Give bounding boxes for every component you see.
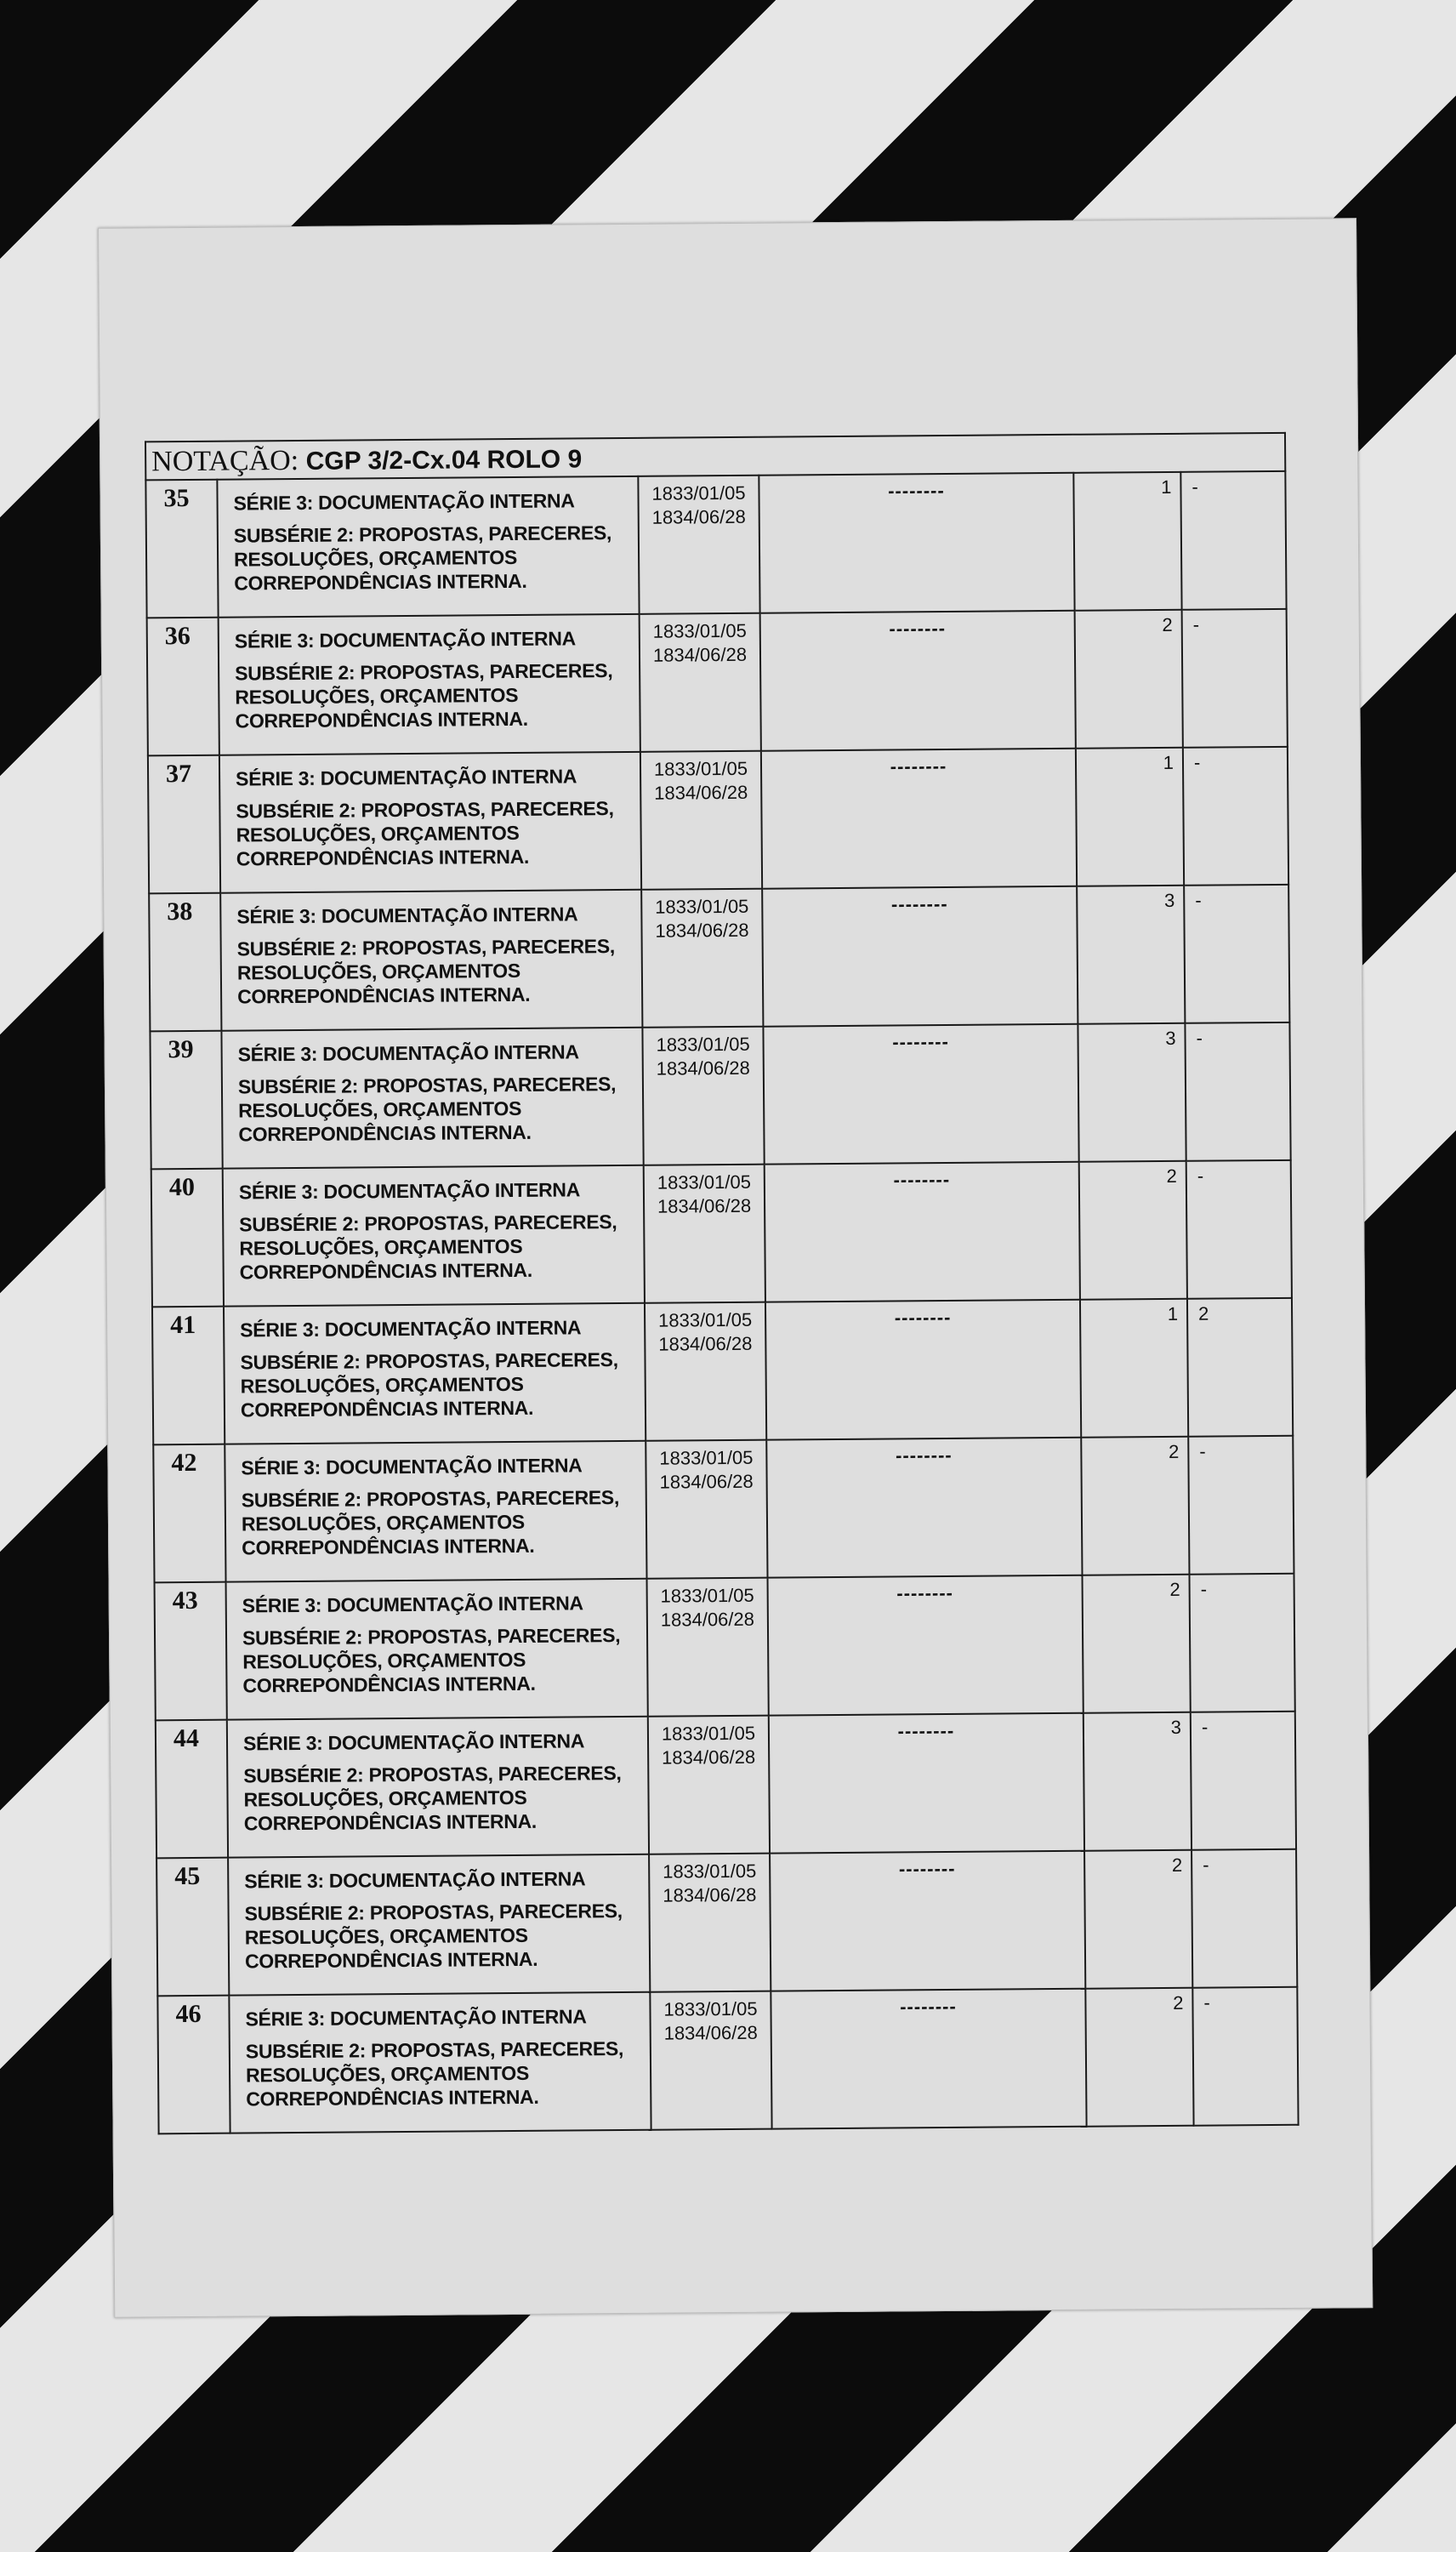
table-row — [153, 1436, 1294, 1583]
row-dates — [640, 751, 762, 890]
row-dates — [645, 1302, 766, 1441]
row-dates — [647, 1578, 769, 1717]
subserie-line-2: RESOLUÇÕES, ORÇAMENTOS — [238, 1097, 522, 1122]
subserie-line-3: CORREPONDÊNCIAS INTERNA. — [237, 983, 531, 1008]
row-quantity-1: 2 — [1084, 1850, 1192, 1989]
subserie-line-1: SUBSÉRIE 2: PROPOSTAS, PARECERES, — [242, 1624, 621, 1649]
row-dates — [646, 1440, 767, 1579]
date-start: 1833/01/05 — [661, 1722, 756, 1745]
row-observation: -------- — [765, 1162, 1080, 1302]
document-sheet — [98, 218, 1373, 2318]
date-start: 1833/01/05 — [659, 1446, 754, 1469]
date-start: 1833/01/05 — [652, 619, 747, 642]
subserie-line-2: RESOLUÇÕES, ORÇAMENTOS — [241, 1510, 525, 1535]
subserie-line-2: RESOLUÇÕES, ORÇAMENTOS — [240, 1372, 524, 1398]
row-dates — [644, 1165, 765, 1303]
date-end: 1834/06/28 — [656, 1057, 750, 1079]
row-dates — [640, 613, 761, 752]
date-end: 1834/06/28 — [658, 1332, 753, 1355]
row-quantity-2: 2 — [1187, 1298, 1293, 1437]
row-observation: -------- — [768, 1575, 1083, 1716]
row-dates — [650, 1991, 771, 2130]
row-dates — [648, 1716, 770, 1854]
row-dates — [641, 889, 763, 1028]
date-start: 1833/01/05 — [663, 1860, 757, 1883]
date-end: 1834/06/28 — [660, 1608, 755, 1631]
row-quantity-2: - — [1188, 1436, 1294, 1575]
serie-text: SÉRIE 3: DOCUMENTAÇÃO INTERNA — [233, 489, 575, 515]
serie-text: SÉRIE 3: DOCUMENTAÇÃO INTERNA — [238, 1178, 581, 1204]
subserie-line-3: CORREPONDÊNCIAS INTERNA. — [236, 845, 530, 870]
subserie-line-2: RESOLUÇÕES, ORÇAMENTOS — [236, 959, 520, 984]
subserie-line-2: RESOLUÇÕES, ORÇAMENTOS — [245, 2061, 530, 2087]
row-number: 43 — [155, 1582, 227, 1721]
row-quantity-1: 3 — [1077, 886, 1185, 1024]
row-quantity-1: 1 — [1080, 1299, 1188, 1438]
subserie-line-1: SUBSÉRIE 2: PROPOSTAS, PARECERES, — [243, 1762, 622, 1787]
subserie-line-3: CORREPONDÊNCIAS INTERNA. — [234, 569, 527, 595]
row-quantity-1: 2 — [1082, 1575, 1190, 1713]
row-observation: -------- — [771, 1989, 1086, 2129]
subserie-line-2: RESOLUÇÕES, ORÇAMENTOS — [236, 821, 520, 846]
row-quantity-2: - — [1182, 609, 1288, 748]
row-number: 42 — [153, 1444, 225, 1583]
table-row — [156, 1849, 1297, 1997]
date-end: 1834/06/28 — [663, 2021, 758, 2044]
row-number: 41 — [152, 1307, 225, 1445]
row-number: 37 — [148, 755, 220, 894]
row-description — [220, 890, 642, 1031]
subserie-line-3: CORREPONDÊNCIAS INTERNA. — [242, 1672, 536, 1697]
row-number: 46 — [157, 1996, 230, 2134]
row-quantity-1: 3 — [1083, 1712, 1192, 1851]
row-dates — [642, 1027, 764, 1165]
row-observation: -------- — [766, 1438, 1082, 1578]
table-row — [145, 471, 1286, 618]
row-quantity-2: - — [1186, 1160, 1292, 1299]
date-end: 1834/06/28 — [654, 781, 748, 804]
serie-text: SÉRIE 3: DOCUMENTAÇÃO INTERNA — [236, 903, 578, 928]
serie-text: SÉRIE 3: DOCUMENTAÇÃO INTERNA — [234, 627, 576, 652]
subserie-line-1: SUBSÉRIE 2: PROPOSTAS, PARECERES, — [241, 1486, 620, 1512]
row-description — [226, 1579, 648, 1720]
serie-text: SÉRIE 3: DOCUMENTAÇÃO INTERNA — [240, 1316, 582, 1342]
subserie-line-3: CORREPONDÊNCIAS INTERNA. — [238, 1120, 532, 1146]
subserie-line-3: CORREPONDÊNCIAS INTERNA. — [242, 1534, 535, 1559]
row-number: 36 — [147, 618, 219, 756]
subserie-line-1: SUBSÉRIE 2: PROPOSTAS, PARECERES, — [245, 2037, 624, 2063]
row-quantity-2: - — [1189, 1574, 1294, 1712]
row-description — [227, 1717, 649, 1858]
subserie-line-3: CORREPONDÊNCIAS INTERNA. — [240, 1396, 534, 1421]
subserie-line-2: RESOLUÇÕES, ORÇAMENTOS — [242, 1648, 526, 1673]
row-quantity-1: 1 — [1076, 748, 1184, 886]
date-start: 1833/01/05 — [657, 1171, 751, 1193]
row-quantity-2: - — [1184, 885, 1289, 1023]
row-observation: -------- — [762, 886, 1078, 1027]
row-number: 45 — [156, 1858, 229, 1997]
row-number: 40 — [151, 1169, 224, 1307]
date-end: 1834/06/28 — [651, 505, 746, 528]
row-description — [219, 752, 641, 893]
table-row — [148, 747, 1288, 894]
serie-text: SÉRIE 3: DOCUMENTAÇÃO INTERNA — [236, 765, 577, 790]
row-quantity-1: 3 — [1078, 1023, 1186, 1162]
date-end: 1834/06/28 — [652, 643, 748, 666]
row-number: 44 — [156, 1720, 228, 1859]
row-observation: -------- — [763, 1024, 1078, 1165]
table-row — [151, 1160, 1292, 1307]
row-description — [223, 1165, 645, 1307]
serie-text: SÉRIE 3: DOCUMENTAÇÃO INTERNA — [237, 1040, 579, 1066]
date-end: 1834/06/28 — [655, 919, 749, 942]
subserie-line-1: SUBSÉRIE 2: PROPOSTAS, PARECERES, — [236, 797, 614, 823]
subserie-line-2: RESOLUÇÕES, ORÇAMENTOS — [233, 545, 518, 571]
date-end: 1834/06/28 — [659, 1470, 754, 1493]
row-quantity-1: 2 — [1081, 1437, 1189, 1575]
row-quantity-2: - — [1192, 1987, 1298, 2126]
subserie-line-3: CORREPONDÊNCIAS INTERNA. — [235, 707, 528, 732]
table-row — [155, 1574, 1295, 1721]
date-start: 1833/01/05 — [653, 757, 748, 780]
subserie-line-3: CORREPONDÊNCIAS INTERNA. — [243, 1809, 537, 1835]
serie-text: SÉRIE 3: DOCUMENTAÇÃO INTERNA — [241, 1454, 583, 1479]
table-row — [147, 609, 1288, 756]
row-quantity-2: - — [1183, 747, 1288, 886]
serie-text: SÉRIE 3: DOCUMENTAÇÃO INTERNA — [242, 1729, 585, 1755]
date-start: 1833/01/05 — [651, 481, 746, 504]
row-observation: -------- — [769, 1713, 1084, 1854]
date-start: 1833/01/05 — [663, 1997, 758, 2020]
date-start: 1833/01/05 — [657, 1308, 753, 1331]
row-description — [217, 476, 639, 618]
subserie-line-1: SUBSÉRIE 2: PROPOSTAS, PARECERES, — [235, 659, 613, 685]
row-description — [219, 614, 640, 755]
subserie-line-2: RESOLUÇÕES, ORÇAMENTOS — [244, 1923, 528, 1949]
row-observation: -------- — [770, 1851, 1085, 1991]
subserie-line-1: SUBSÉRIE 2: PROPOSTAS, PARECERES, — [233, 521, 612, 547]
date-end: 1834/06/28 — [663, 1883, 757, 1906]
serie-text: SÉRIE 3: DOCUMENTAÇÃO INTERNA — [245, 2005, 587, 2031]
row-quantity-2: - — [1180, 471, 1286, 610]
row-number: 35 — [145, 480, 218, 618]
table-row — [149, 885, 1289, 1032]
row-observation: -------- — [759, 473, 1074, 613]
notacao-value: CGP 3/2-Cx.04 ROLO 9 — [305, 445, 583, 476]
serie-text: SÉRIE 3: DOCUMENTAÇÃO INTERNA — [242, 1592, 583, 1617]
subserie-line-2: RESOLUÇÕES, ORÇAMENTOS — [243, 1786, 527, 1811]
date-end: 1834/06/28 — [657, 1194, 752, 1217]
subserie-line-3: CORREPONDÊNCIAS INTERNA. — [244, 1947, 538, 1973]
row-observation: -------- — [765, 1300, 1081, 1440]
row-quantity-2: - — [1192, 1849, 1297, 1988]
notacao-label: NOTAÇÃO: — [151, 444, 299, 478]
row-quantity-1: 1 — [1073, 472, 1181, 611]
subserie-line-3: CORREPONDÊNCIAS INTERNA. — [246, 2085, 539, 2111]
row-dates — [649, 1854, 771, 1992]
row-quantity-1: 2 — [1079, 1161, 1187, 1300]
row-description — [228, 1854, 650, 1996]
date-start: 1833/01/05 — [656, 1033, 750, 1056]
row-description — [224, 1303, 646, 1444]
subserie-line-1: SUBSÉRIE 2: PROPOSTAS, PARECERES, — [240, 1348, 618, 1374]
date-end: 1834/06/28 — [662, 1746, 756, 1769]
row-dates — [638, 476, 759, 614]
row-number: 38 — [149, 893, 221, 1032]
subserie-line-1: SUBSÉRIE 2: PROPOSTAS, PARECERES, — [244, 1900, 623, 1925]
table-row — [157, 1987, 1298, 2134]
row-quantity-1: 2 — [1075, 610, 1183, 749]
row-quantity-1: 2 — [1085, 1988, 1193, 2127]
subserie-line-1: SUBSÉRIE 2: PROPOSTAS, PARECERES, — [236, 935, 616, 960]
row-quantity-2: - — [1191, 1712, 1296, 1850]
date-start: 1833/01/05 — [655, 895, 749, 918]
subserie-line-1: SUBSÉRIE 2: PROPOSTAS, PARECERES, — [239, 1210, 617, 1236]
row-observation: -------- — [761, 749, 1077, 889]
subserie-line-2: RESOLUÇÕES, ORÇAMENTOS — [239, 1234, 523, 1260]
serie-text: SÉRIE 3: DOCUMENTAÇÃO INTERNA — [244, 1867, 586, 1893]
table-row — [152, 1298, 1293, 1445]
row-observation: -------- — [760, 611, 1076, 751]
row-quantity-2: - — [1185, 1023, 1290, 1161]
row-description — [221, 1028, 643, 1169]
row-description — [225, 1441, 646, 1582]
table-row — [150, 1023, 1290, 1170]
row-number: 39 — [150, 1031, 222, 1170]
subserie-line-1: SUBSÉRIE 2: PROPOSTAS, PARECERES, — [237, 1073, 617, 1098]
date-start: 1833/01/05 — [660, 1584, 754, 1607]
subserie-line-2: RESOLUÇÕES, ORÇAMENTOS — [235, 683, 519, 709]
table-row — [156, 1712, 1296, 1859]
row-description — [229, 1992, 651, 2133]
subserie-line-3: CORREPONDÊNCIAS INTERNA. — [239, 1258, 532, 1284]
inventory-table — [145, 432, 1300, 2134]
